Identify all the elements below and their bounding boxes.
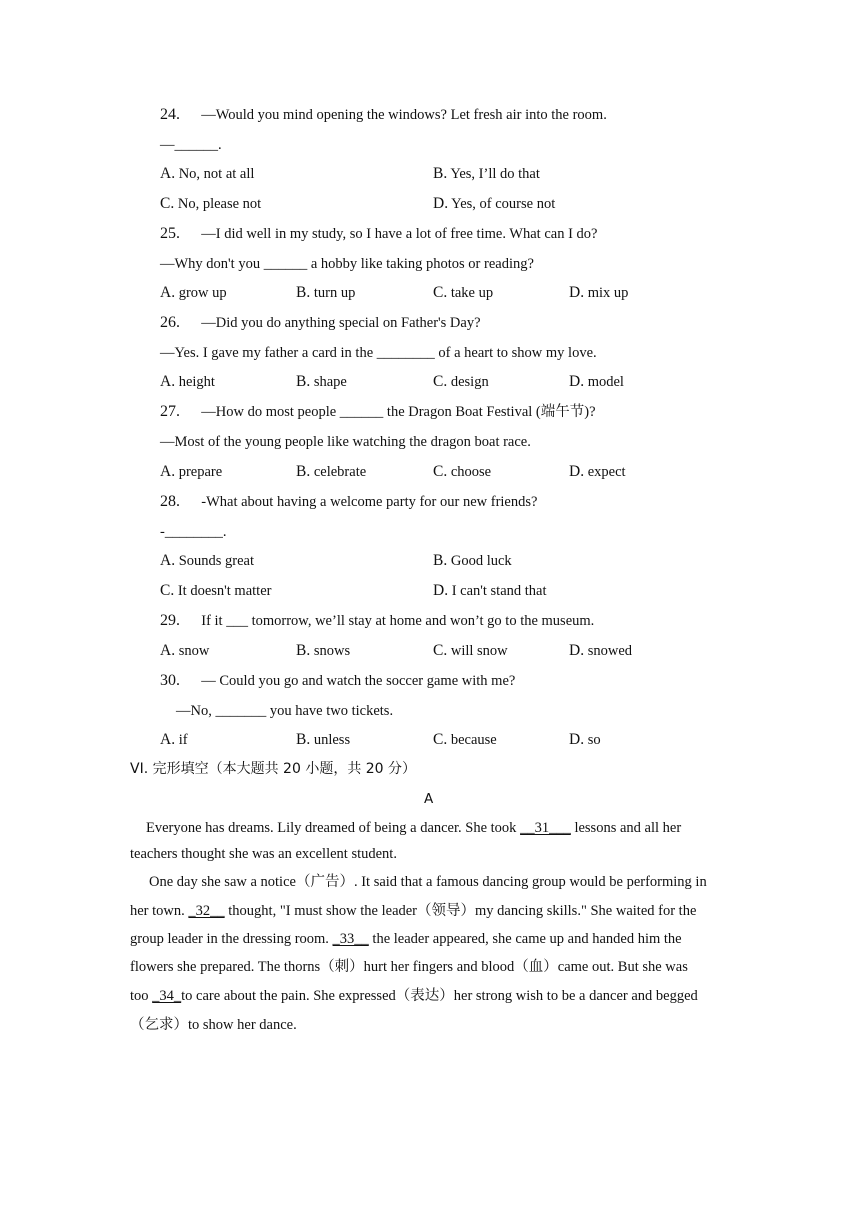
question-number: 24. [160, 106, 180, 123]
option-text: Yes, I’ll do that [450, 166, 540, 182]
blank-32: _32__ [188, 903, 225, 919]
blank-33: _33__ [332, 931, 369, 947]
passage-line [130, 902, 696, 920]
blank-31: __31___ [520, 820, 571, 836]
option-b [296, 731, 350, 749]
question-30-stem-line [160, 672, 515, 690]
option-letter: C. [433, 642, 448, 659]
option-letter: C. [160, 195, 175, 212]
option-text: Yes, of course not [451, 196, 556, 212]
option-a [160, 731, 188, 749]
option-text: It doesn't matter [177, 583, 272, 599]
passage-line: teachers thought she was an excellent student. [130, 846, 397, 862]
option-c [160, 582, 271, 600]
passage-line [130, 930, 682, 948]
option-a [160, 284, 227, 302]
option-b [433, 165, 540, 183]
option-b [296, 463, 366, 481]
passage-line [130, 987, 698, 1005]
option-letter: B. [296, 373, 311, 390]
passage-text: the leader appeared, she came up and handed him the [368, 931, 682, 947]
option-letter: B. [296, 284, 311, 301]
option-text: because [450, 732, 497, 748]
option-text: unless [313, 732, 351, 748]
option-text: so [587, 732, 601, 748]
option-text: grow up [178, 285, 227, 301]
option-text: Sounds great [178, 553, 255, 569]
question-25-stem-line [160, 225, 597, 243]
section-title: VI. 完形填空（本大题共 20 小题，共 20 分） [130, 761, 417, 777]
option-letter: A. [160, 373, 176, 390]
question-24-stem-line [160, 106, 607, 124]
question-stem: —I did well in my study, so I have a lot of free time. What can I do? [201, 226, 598, 242]
question-number: 26. [160, 314, 180, 331]
option-letter: A. [160, 731, 176, 748]
question-stem: — Could you go and watch the soccer game with me? [201, 673, 516, 689]
question-27-response: —Most of the young people like watching the dragon boat race. [160, 434, 531, 450]
option-c [433, 373, 489, 391]
option-text: design [450, 374, 489, 390]
option-d [433, 195, 555, 213]
option-c [433, 463, 491, 481]
question-number: 25. [160, 225, 180, 242]
option-d [569, 463, 626, 481]
option-letter: C. [433, 373, 448, 390]
option-d [569, 284, 628, 302]
option-letter: D. [433, 582, 449, 599]
passage-text: Everyone has dreams. Lily dreamed of being a dancer. She took [146, 820, 521, 836]
option-d [569, 373, 624, 391]
option-letter: B. [296, 642, 311, 659]
option-c [433, 284, 493, 302]
option-text: expect [587, 464, 626, 480]
option-letter: A. [160, 165, 176, 182]
question-24-response: —______. [160, 137, 222, 153]
passage-text: her town. [130, 903, 189, 919]
passage-line: flowers she prepared. The thorns（刺）hurt her fingers and blood（血）came out. But she was [130, 959, 688, 975]
option-letter: D. [569, 731, 585, 748]
option-a [160, 642, 209, 660]
option-text: choose [450, 464, 492, 480]
option-text: prepare [178, 464, 223, 480]
option-letter: B. [433, 165, 448, 182]
option-b [296, 642, 350, 660]
option-b [296, 373, 347, 391]
option-text: No, please not [177, 196, 262, 212]
option-text: No, not at all [178, 166, 255, 182]
option-text: Good luck [450, 553, 512, 569]
option-text: if [178, 732, 188, 748]
passage-text: group leader in the dressing room. [130, 931, 333, 947]
option-c [160, 195, 261, 213]
option-text: snowed [587, 643, 633, 659]
question-stem: —Would you mind opening the windows? Let fresh air into the room. [201, 107, 607, 123]
option-letter: B. [296, 463, 311, 480]
question-stem: —How do most people ______ the Dragon Boat Festival (端午节)? [201, 404, 596, 420]
question-stem: If it ___ tomorrow, we’ll stay at home and won’t go to the museum. [201, 613, 595, 629]
question-stem: -What about having a welcome party for our new friends? [201, 494, 538, 510]
option-letter: A. [160, 463, 176, 480]
option-text: snows [313, 643, 351, 659]
question-30-response: —No, _______ you have two tickets. [176, 703, 394, 719]
option-text: model [587, 374, 624, 390]
passage-line: （乞求）to show her dance. [130, 1017, 297, 1033]
question-29-stem-line [160, 612, 594, 630]
option-letter: D. [569, 463, 585, 480]
option-a [160, 463, 222, 481]
option-b [296, 284, 355, 302]
question-27-stem-line [160, 403, 596, 421]
option-letter: C. [433, 731, 448, 748]
question-number: 27. [160, 403, 180, 420]
passage-text: lessons and all her [570, 820, 682, 836]
option-text: take up [450, 285, 494, 301]
option-a [160, 165, 254, 183]
option-text: celebrate [313, 464, 367, 480]
option-text: turn up [313, 285, 356, 301]
option-text: will snow [450, 643, 508, 659]
option-text: I can't stand that [451, 583, 547, 599]
option-letter: A. [160, 552, 176, 569]
option-letter: C. [433, 463, 448, 480]
option-c [433, 731, 497, 749]
passage-line [146, 819, 681, 837]
blank-34: _34_ [152, 988, 182, 1004]
option-letter: D. [433, 195, 449, 212]
question-number: 29. [160, 612, 180, 629]
option-text: height [178, 374, 215, 390]
option-b [433, 552, 512, 570]
question-25-response: —Why don't you ______ a hobby like taking photos or reading? [160, 256, 534, 272]
question-26-response: —Yes. I gave my father a card in the ________ of a heart to show my love. [160, 345, 597, 361]
option-text: mix up [587, 285, 629, 301]
option-d [569, 642, 632, 660]
option-a [160, 373, 215, 391]
question-28-stem-line [160, 493, 537, 511]
question-28-response: -________. [160, 524, 227, 540]
option-letter: A. [160, 284, 176, 301]
option-d [569, 731, 601, 749]
option-letter: B. [296, 731, 311, 748]
option-letter: A. [160, 642, 176, 659]
question-number: 28. [160, 493, 180, 510]
option-a [160, 552, 254, 570]
option-text: shape [313, 374, 347, 390]
option-letter: C. [160, 582, 175, 599]
option-letter: C. [433, 284, 448, 301]
option-d [433, 582, 547, 600]
option-text: snow [178, 643, 210, 659]
option-c [433, 642, 508, 660]
passage-text: too [130, 988, 153, 1004]
question-26-stem-line [160, 314, 481, 332]
option-letter: D. [569, 373, 585, 390]
option-letter: D. [569, 284, 585, 301]
part-heading: A [424, 791, 434, 807]
question-number: 30. [160, 672, 180, 689]
option-letter: B. [433, 552, 448, 569]
passage-text: to care about the pain. She expressed（表达）her strong wish to be a dancer and begged [181, 988, 698, 1004]
passage-line: One day she saw a notice（广告）. It said that a famous dancing group would be performing in [149, 874, 707, 890]
passage-text: thought, "I must show the leader（领导）my dancing skills." She waited for the [224, 903, 697, 919]
question-stem: —Did you do anything special on Father's Day? [201, 315, 481, 331]
option-letter: D. [569, 642, 585, 659]
